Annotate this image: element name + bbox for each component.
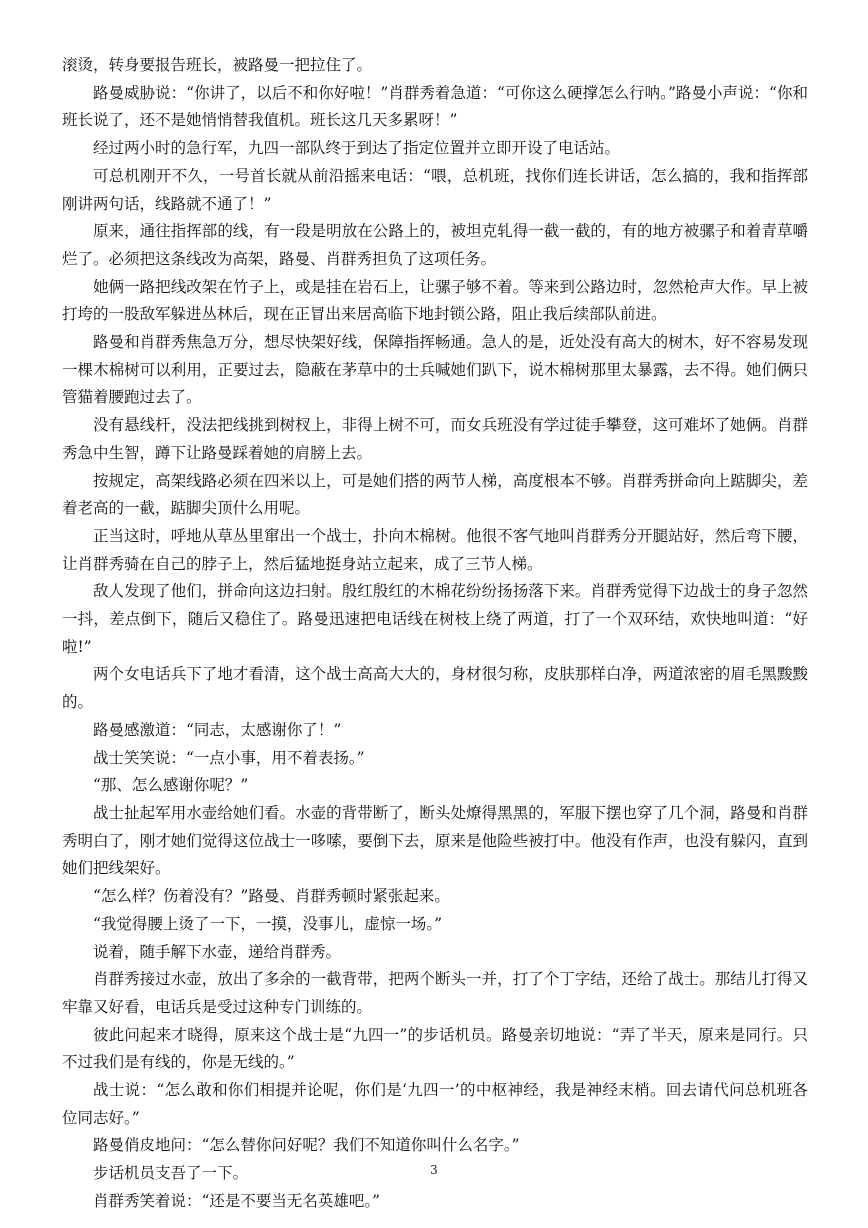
paragraph: 滚烫，转身要报告班长，被路曼一把拉住了。 bbox=[62, 56, 373, 74]
paragraph: 路曼和肖群秀焦急万分，想尽快架好线，保障指挥畅通。急人的是，近处没有高大的树木，好不容易发现一棵木棉树可以利用，正要过去，隐蔽在茅草中的士兵喊她们趴下，说木棉树那里太暴露，去不得。她们俩只管猫着腰跑过去了。 bbox=[62, 333, 808, 407]
document-body bbox=[62, 52, 808, 1216]
paragraph: 两个女电话兵下了地才看清，这个战士高高大大的，身材很匀称，皮肤那样白净，两道浓密的眉毛黑黢黢的。 bbox=[62, 665, 808, 712]
paragraph: 可总机刚开不久，一号首长就从前沿摇来电话：“喂，总机班，找你们连长讲话，怎么搞的，我和指挥部刚讲两句话，线路就不通了！” bbox=[62, 166, 808, 213]
paragraph: 敌人发现了他们，拼命向这边扫射。殷红殷红的木棉花纷纷扬扬落下来。肖群秀觉得下边战士的身子忽然一抖，差点倒下，随后又稳住了。路曼迅速把电话线在树枝上绕了两道，打了一个双环结，欢快地叫道：“好啦!” bbox=[62, 582, 808, 656]
paragraph: 路曼威胁说：“你讲了，以后不和你好啦！”肖群秀着急道：“可你这么硬撑怎么行呐。”路曼小声说：“你和班长说了，还不是她悄悄替我值机。班长这几天多累呀！” bbox=[62, 83, 808, 130]
paragraph: 步话机员支吾了一下。 bbox=[93, 1164, 249, 1183]
paragraph: 战士笑笑说：“一点小事，用不着表扬。” bbox=[93, 748, 365, 767]
paragraph: 肖群秀笑着说：“还是不要当无名英雄吧。” bbox=[93, 1191, 381, 1210]
paragraph: 没有悬线杆，没法把线挑到树杈上，非得上树不可，而女兵班没有学过徒手攀登，这可难坏了她俩。肖群秀急中生智，蹲下让路曼踩着她的肩膀上去。 bbox=[62, 416, 808, 462]
paragraph: 战士说：“怎么敢和你们相提并论呢，你们是‘九四一’的中枢神经，我是神经末梢。回去请代问总机班各位同志好。” bbox=[62, 1081, 808, 1127]
paragraph: 肖群秀接过水壶，放出了多余的一截背带，把两个断头一并，打了个丁字结，还给了战士。那结儿打得又牢靠又好看，电话兵是受过这种专门训练的。 bbox=[62, 970, 808, 1016]
paragraph: 说着，随手解下水壶，递给肖群秀。 bbox=[93, 942, 342, 961]
paragraph: “我觉得腰上烫了一下，一摸，没事儿，虚惊一场。” bbox=[93, 914, 443, 933]
page-number: 3 bbox=[430, 1163, 438, 1177]
paragraph: 战士扯起军用水壶给她们看。水壶的背带断了，断头处燎得黑黑的，军服下摆也穿了几个洞，路曼和肖群秀明白了，刚才她们觉得这位战士一哆嗦，要倒下去，原来是他险些被打中。他没有作声，也没有躲闪，直到她们把线架好。 bbox=[62, 803, 808, 878]
paragraph: 路曼感激道：“同志，太感谢你了！” bbox=[93, 720, 342, 739]
paragraph: 原来，通往指挥部的线，有一段是明放在公路上的，被坦克轧得一截一截的，有的地方被骡子和着青草嚼烂了。必须把这条线改为高架，路曼、肖群秀担负了这项任务。 bbox=[62, 222, 808, 268]
paragraph: 正当这时，呼地从草丛里窜出一个战士，扑向木棉树。他很不客气地叫肖群秀分开腿站好，然后弯下腰，让肖群秀骑在自己的脖子上，然后猛地挺身站立起来，成了三节人梯。 bbox=[62, 526, 808, 573]
paragraph: 她俩一路把线改架在竹子上，或是挂在岩石上，让骡子够不着。等来到公路边时，忽然枪声大作。早上被打垮的一股敌军躲进丛林后，现在正冒出来居高临下地封锁公路，阻止我后续部队前进。 bbox=[62, 277, 808, 324]
paragraph: 路曼俏皮地问：“怎么替你问好呢？我们不知道你叫什么名字。” bbox=[93, 1136, 520, 1155]
paragraph: “怎么样？伤着没有？”路曼、肖群秀顿时紧张起来。 bbox=[93, 887, 450, 906]
paragraph: 彼此问起来才晓得，原来这个战士是“九四一”的步话机员。路曼亲切地说：“弄了半天，原来是同行。只不过我们是有线的，你是无线的。” bbox=[62, 1025, 808, 1072]
paragraph: 经过两小时的急行军，九四一部队终于到达了指定位置并立即开设了电话站。 bbox=[93, 139, 621, 158]
paragraph: 按规定，高架线路必须在四米以上，可是她们搭的两节人梯，高度根本不够。肖群秀拼命向上踮脚尖，差着老高的一截，踮脚尖顶什么用呢。 bbox=[62, 471, 808, 518]
paragraph: “那、怎么感谢你呢？” bbox=[93, 776, 249, 795]
